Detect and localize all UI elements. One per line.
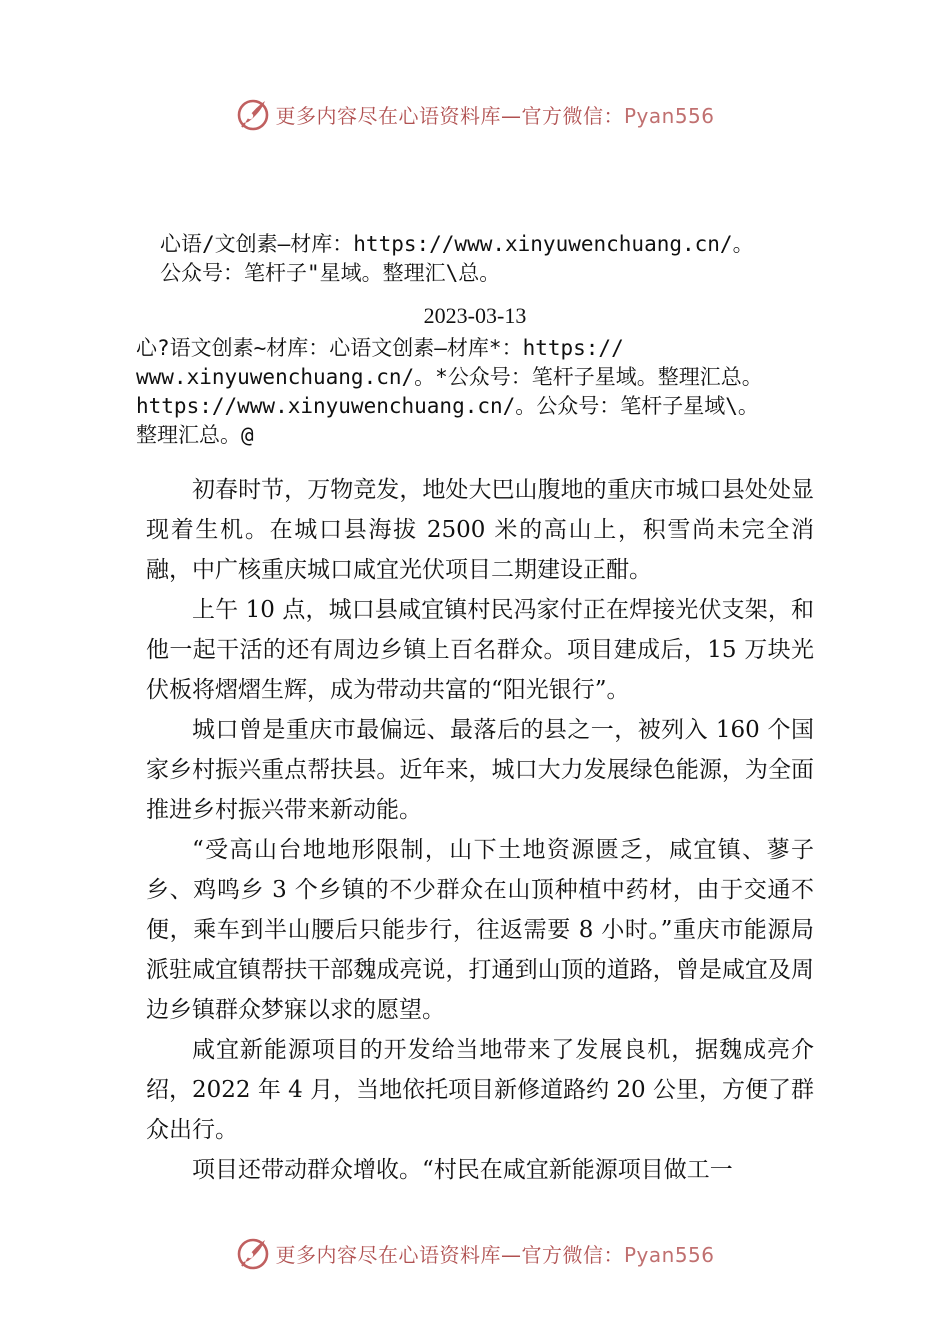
header-block <box>136 334 763 450</box>
article-paragraph: 初春时节，万物竞发，地处大巴山腹地的重庆市城口县处处显现着生机。在城口县海拔 2500 米的高山上，积雪尚未完全消融，中广核重庆城口咸宜光伏项目二期建设正酣。 <box>146 477 814 583</box>
header-line: www.xinyuwenchuang.cn/。*公众号：笔杆子星域。整理汇总。 <box>136 365 763 389</box>
article-paragraph: 城口曾是重庆市最偏远、最落后的县之一，被列入 160 个国家乡村振兴重点帮扶县。近年来，城口大力发展绿色能源，为全面推进乡村振兴带来新动能。 <box>146 717 814 823</box>
article-paragraph: 咸宜新能源项目的开发给当地带来了发展良机，据魏成亮介绍，2022 年 4 月，当地依托项目新修道路约 20 公里，方便了群众出行。 <box>146 1037 814 1143</box>
banner-text: 更多内容尽在心语资料库—官方微信：Pyan556 <box>275 1242 715 1267</box>
document-date: 2023-03-13 <box>423 303 527 328</box>
footer-banner <box>0 1233 950 1273</box>
header-line: https://www.xinyuwenchuang.cn/。公众号：笔杆子星域\。 <box>136 394 759 418</box>
article-paragraph: 项目还带动群众增收。“村民在咸宜新能源项目做工一 <box>192 1157 733 1183</box>
header-line: 整理汇总。@ <box>136 423 254 447</box>
source-block <box>160 230 754 288</box>
article-body <box>146 470 814 1190</box>
source-line: 公众号：笔杆子"星域。整理汇\总。 <box>160 261 501 285</box>
article-paragraph: “受高山台地地形限制，山下土地资源匮乏，咸宜镇、蓼子乡、鸡鸣乡 3 个乡镇的不少群众在山顶种植中药材，由于交通不便，乘车到半山腰后只能步行，往返需要 8 小时。”重庆市能源局派驻咸宜镇帮扶干部魏成亮说，打通到山顶的道路，曾是咸宜及周边乡镇群众梦寐以求的愿望。 <box>146 837 814 1023</box>
header-banner <box>0 94 950 134</box>
banner-text: 更多内容尽在心语资料库—官方微信：Pyan556 <box>275 103 715 128</box>
quill-logo-icon <box>235 96 271 132</box>
header-line: 心?语文创素~材库：心语文创素—材库*：https:// <box>136 336 624 360</box>
source-line: 心语/文创素—材库：https://www.xinyuwenchuang.cn/。 <box>160 232 754 256</box>
quill-logo-icon <box>235 1235 271 1271</box>
article-paragraph: 上午 10 点，城口县咸宜镇村民冯家付正在焊接光伏支架，和他一起干活的还有周边乡镇上百名群众。项目建成后，15 万块光伏板将熠熠生辉，成为带动共富的“阳光银行”。 <box>146 597 814 703</box>
